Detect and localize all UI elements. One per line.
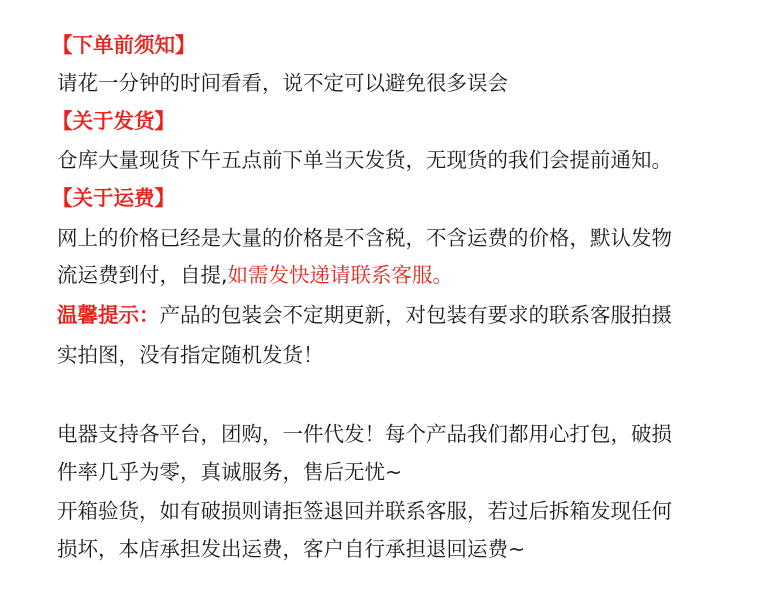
tip-line1 [57, 302, 672, 328]
shipping-text: 仓库大量现货下午五点前下单当天发货，无现货的我们会提前通知。 [57, 148, 672, 172]
freight-text-line1: 网上的价格已经是大量的价格是不含税，不含运费的价格，默认发物 [57, 226, 672, 250]
freight-contact-highlight: 如需发快递请联系客服。 [227, 263, 454, 287]
closing-line3: 开箱验货，如有破损则请拒签退回并联系客服，若过后拆箱发现任何 [57, 499, 672, 523]
freight-text-line2 [57, 262, 453, 288]
tip-text: 产品的包装会不定期更新，对包装有要求的联系客服拍摄 [159, 303, 672, 327]
tip-label: 温馨提示： [57, 303, 160, 327]
tip-line2: 实拍图，没有指定随机发货！ [57, 343, 324, 367]
notice-heading: 【下单前须知】 [52, 33, 196, 57]
shipping-heading: 【关于发货】 [52, 109, 175, 133]
closing-line1: 电器支持各平台，团购，一件代发！每个产品我们都用心打包，破损 [57, 422, 672, 446]
closing-line2: 件率几乎为零，真诚服务，售后无忧~ [57, 460, 403, 484]
freight-text-prefix: 流运费到付，自提, [57, 263, 228, 287]
freight-heading: 【关于运费】 [52, 186, 175, 210]
notice-text: 请花一分钟的时间看看，说不定可以避免很多误会 [57, 71, 508, 95]
closing-line4: 损坏，本店承担发出运费，客户自行承担退回运费~ [57, 537, 526, 561]
